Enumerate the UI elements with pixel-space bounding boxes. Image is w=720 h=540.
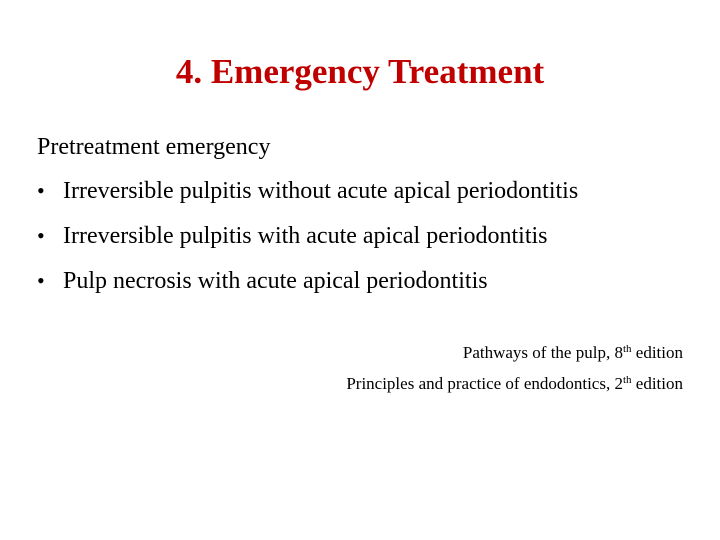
bullet-icon: • bbox=[37, 178, 45, 203]
bullet-list bbox=[37, 175, 578, 297]
bullet-text: Irreversible pulpitis with acute apical periodontitis bbox=[63, 223, 548, 249]
bullet-icon: • bbox=[37, 268, 45, 293]
bullet-text: Irreversible pulpitis without acute apical periodontitis bbox=[63, 178, 579, 204]
bullet-text: Pulp necrosis with acute apical periodontitis bbox=[63, 268, 488, 294]
reference-suffix: edition bbox=[631, 343, 683, 362]
references bbox=[346, 343, 683, 405]
reference-suffix: edition bbox=[631, 374, 683, 393]
reference-line bbox=[346, 374, 683, 394]
reference-superscript: th bbox=[622, 343, 632, 355]
reference-text: Pathways of the pulp, 8 bbox=[462, 343, 623, 362]
bullet-item bbox=[37, 175, 578, 207]
reference-text: Principles and practice of endodontics, 2 bbox=[346, 374, 623, 393]
slide-title: 4. Emergency Treatment bbox=[175, 52, 545, 91]
intro-text: Pretreatment emergency bbox=[37, 134, 271, 160]
reference-line bbox=[346, 343, 683, 363]
bullet-icon: • bbox=[37, 223, 45, 248]
bullet-item bbox=[37, 220, 578, 252]
reference-superscript: th bbox=[622, 374, 632, 386]
bullet-item bbox=[37, 265, 578, 297]
